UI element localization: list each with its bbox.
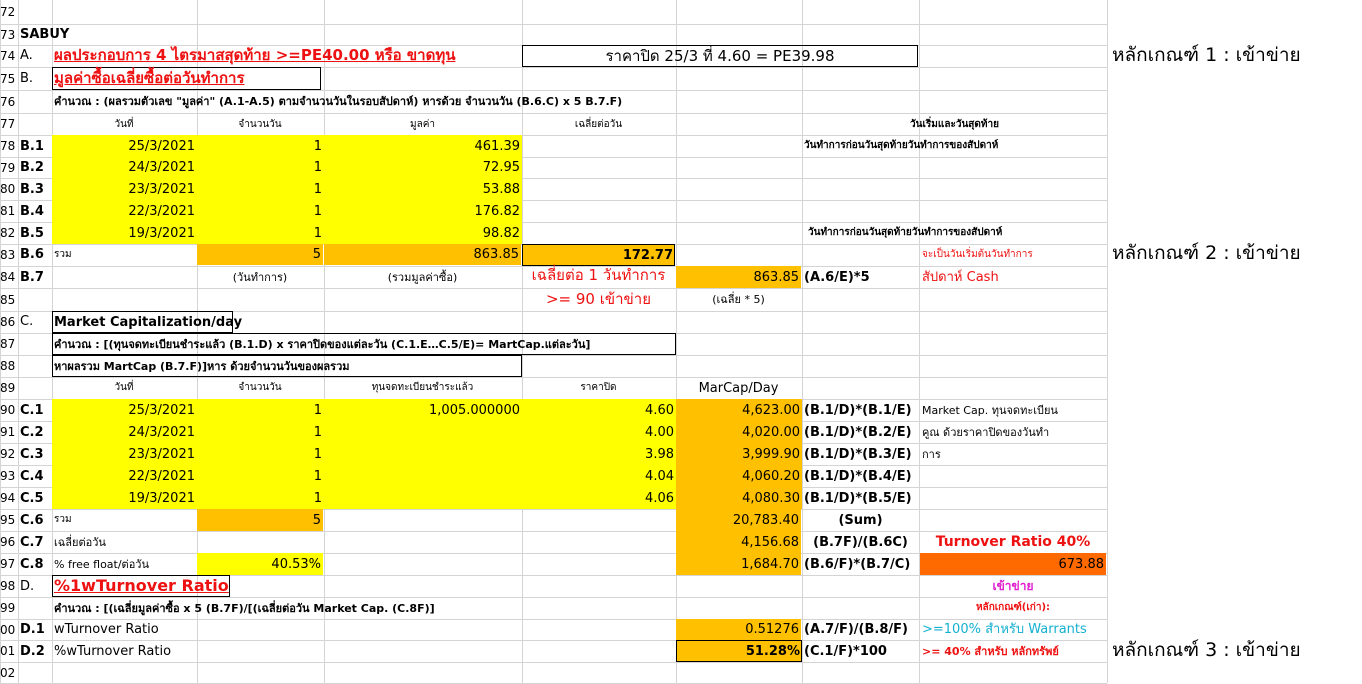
c6-days[interactable]: 5	[197, 509, 323, 531]
c7-note[interactable]: Turnover Ratio 40%	[935, 534, 1091, 550]
row-header[interactable]: 90	[0, 403, 16, 417]
c-row-formula[interactable]: (B.1/D)*(B.5/E)	[804, 490, 912, 506]
section-b-calc-note[interactable]: คำนวณ : (ผลรวมตัวเลข "มูลค่า" (A.1-A.5) ตามจำนวนวันในรอบสัปดาห์) หารด้วย จำนวนวัน (B.6.C) x 5 B.7.F)	[54, 94, 623, 108]
section-b-heading[interactable]: มูลค่าซื้อเฉลี่ยซื้อต่อวันทำการ	[54, 69, 245, 87]
c-row-formula[interactable]: (B.1/D)*(B.4/E)	[804, 468, 912, 484]
row-header[interactable]: 72	[0, 5, 16, 19]
c8-value[interactable]: 673.88	[920, 553, 1106, 575]
b-row-date[interactable]: 24/3/2021	[52, 157, 197, 178]
row-header[interactable]: 02	[0, 665, 16, 680]
b-row-label[interactable]: B.4	[20, 203, 44, 219]
b-row-label[interactable]: B.1	[20, 138, 44, 154]
b-row-days[interactable]: 1	[197, 157, 324, 178]
c-header-capital[interactable]: ทุนจดทะเบียนชำระแล้ว	[371, 382, 474, 393]
c6-formula[interactable]: (Sum)	[838, 512, 883, 528]
row-header[interactable]: 86	[0, 315, 16, 329]
row-header[interactable]: 81	[0, 204, 16, 218]
d2-note[interactable]: >= 40% สำหรับ หลักทรัพย์	[922, 644, 1059, 658]
c-row-mcap[interactable]: 4,623.00	[676, 399, 802, 421]
row-header[interactable]: 89	[0, 381, 16, 395]
section-c-heading[interactable]: Market Capitalization/day	[54, 314, 243, 330]
c-row-days[interactable]: 1	[197, 421, 324, 443]
b6-note[interactable]: จะเป็นวันเริ่มต้นวันทำการ	[922, 248, 1033, 260]
b7-formula[interactable]: (A.6/E)*5	[804, 269, 870, 285]
c-row-note[interactable]: คูณ ด้วยราคาปิดของวันทำ	[922, 425, 1050, 439]
c-row-close[interactable]: 3.98	[522, 443, 676, 465]
b-header-value[interactable]: มูลค่า	[409, 118, 436, 130]
c8-mcap[interactable]: 1,684.70	[676, 553, 801, 575]
section-d-label[interactable]: D.	[20, 578, 35, 594]
c8-text[interactable]: % free float/ต่อวัน	[54, 557, 149, 571]
b-header-range[interactable]: วันเริ่มและวันสุดท้าย	[910, 118, 999, 130]
c-row-close[interactable]: 4.04	[522, 465, 676, 487]
c-row-days[interactable]: 1	[197, 399, 324, 421]
row-header[interactable]: 78	[0, 139, 16, 153]
b-row-label[interactable]: B.3	[20, 181, 44, 197]
b6-label[interactable]: B.6	[20, 247, 44, 262]
row-header[interactable]: 73	[0, 27, 16, 42]
b-row-days[interactable]: 1	[197, 135, 324, 157]
b-header-date[interactable]: วันที่	[114, 118, 134, 130]
row-header[interactable]: 94	[0, 491, 16, 505]
d2-label[interactable]: D.2	[20, 643, 45, 659]
grid-column-line	[802, 0, 803, 683]
row-header[interactable]: 96	[0, 535, 16, 549]
b-row-value[interactable]: 53.88	[324, 178, 522, 200]
c7-formula[interactable]: (B.7F)/(B.6C)	[813, 534, 908, 550]
b-row-date[interactable]: 23/3/2021	[52, 178, 197, 200]
c-row-date[interactable]: 22/3/2021	[52, 465, 197, 487]
c-row-mcap[interactable]: 4,080.30	[676, 487, 802, 509]
c-row-label[interactable]: C.3	[20, 446, 44, 462]
d1-text[interactable]: wTurnover Ratio	[54, 622, 159, 637]
c8-label[interactable]: C.8	[20, 556, 44, 572]
c-row-date[interactable]: 25/3/2021	[52, 399, 197, 421]
b-row-date[interactable]: 25/3/2021	[52, 135, 197, 157]
row-header[interactable]: 76	[0, 94, 16, 109]
d-calc-note[interactable]: คำนวณ : [(เฉลี่ยมูลค่าซื้อ x 5 (B.7F)/[(เฉลี่ยต่อวัน Market Cap. (C.8F)]	[54, 601, 435, 615]
row-header[interactable]: 93	[0, 469, 16, 483]
b7-note[interactable]: สัปดาห์ Cash	[922, 269, 999, 285]
b-row-days[interactable]: 1	[197, 222, 324, 244]
d1-formula[interactable]: (A.7/F)/(B.8/F)	[804, 622, 908, 637]
c-calc-note1[interactable]: คำนวณ : [(ทุนจดทะเบียนชำระแล้ว (B.1.D) x ราคาปิดของแต่ละวัน (C.1.E…C.5/E)= MartCap.แต่ละวัน]	[54, 337, 591, 351]
c-header-close[interactable]: ราคาปิด	[580, 382, 617, 393]
criterion-1: หลักเกณฑ์ 1 : เข้าข่าย	[1112, 44, 1301, 66]
c-row-capital[interactable]	[324, 465, 522, 487]
row-header[interactable]: 85	[0, 292, 16, 307]
row-header[interactable]: 87	[0, 337, 16, 351]
c-row-mcap[interactable]: 4,060.20	[676, 465, 802, 487]
criterion-3: หลักเกณฑ์ 3 : เข้าข่าย	[1112, 639, 1301, 661]
b-row-label[interactable]: B.5	[20, 225, 44, 241]
c-row-capital[interactable]	[324, 421, 522, 443]
c6-mcap[interactable]: 20,783.40	[676, 509, 801, 531]
c-header-mcap[interactable]: MarCap/Day	[698, 380, 779, 396]
d2-value[interactable]: 51.28%	[745, 643, 800, 659]
c-row-date[interactable]: 23/3/2021	[52, 443, 197, 465]
c7-mcap[interactable]: 4,156.68	[676, 531, 801, 553]
b-row-days[interactable]: 1	[197, 178, 324, 200]
grid-row-line	[0, 662, 1107, 663]
c-row-formula[interactable]: (B.1/D)*(B.3/E)	[804, 446, 912, 462]
c-row-close[interactable]: 4.00	[522, 421, 676, 443]
c-row-date[interactable]: 24/3/2021	[52, 421, 197, 443]
criterion-2: หลักเกณฑ์ 2 : เข้าข่าย	[1112, 242, 1301, 264]
b-row-value[interactable]: 72.95	[324, 157, 522, 178]
price-note[interactable]: ราคาปิด 25/3 ที่ 4.60 = PE39.98	[605, 46, 835, 65]
c-row-close[interactable]: 4.06	[522, 487, 676, 509]
section-b-label[interactable]: B.	[20, 70, 34, 86]
d-old-criteria[interactable]: หลักเกณฑ์(เก่า):	[975, 602, 1051, 613]
row-header[interactable]: 84	[0, 270, 16, 284]
b-row-days[interactable]: 1	[197, 200, 324, 222]
c8-formula[interactable]: (B.6/F)*(B.7/C)	[804, 556, 911, 572]
b7-days-note[interactable]: (วันทำการ)	[232, 270, 288, 284]
section-c-label[interactable]: C.	[20, 314, 34, 329]
c-row-days[interactable]: 1	[197, 443, 324, 465]
b-header-avg[interactable]: เฉลี่ยต่อวัน	[574, 118, 623, 130]
c-row-date[interactable]: 19/3/2021	[52, 487, 197, 509]
c-row-note[interactable]	[920, 465, 1106, 487]
b6-days[interactable]: 5	[197, 244, 323, 265]
c7-text[interactable]: เฉลี่ยต่อวัน	[54, 535, 106, 549]
row-header[interactable]: 75	[0, 71, 16, 86]
row-header[interactable]: 99	[0, 601, 16, 615]
row-header[interactable]: 01	[0, 644, 16, 658]
c-row-mcap[interactable]: 3,999.90	[676, 443, 802, 465]
c-row-label[interactable]: C.2	[20, 424, 44, 440]
b-note-row5[interactable]: วันทำการก่อนวันสุดท้ายวันทำการของสัปดาห์	[808, 226, 1003, 238]
b-row-value[interactable]: 176.82	[324, 200, 522, 222]
c-header-days[interactable]: จำนวนวัน	[238, 382, 282, 393]
row-header[interactable]: 98	[0, 579, 16, 593]
row-header[interactable]: 83	[0, 248, 16, 262]
b7-avg-note1[interactable]: เฉลี่ยต่อ 1 วันทำการ	[531, 265, 666, 284]
c8-pct[interactable]: 40.53%	[197, 553, 323, 575]
row-header[interactable]: 91	[0, 425, 16, 439]
d2-text[interactable]: %wTurnover Ratio	[54, 643, 172, 659]
row-header[interactable]: 00	[0, 622, 16, 637]
c-row-days[interactable]: 1	[197, 487, 324, 509]
b7-avg-note2[interactable]: >= 90 เข้าข่าย	[545, 289, 652, 308]
row-header[interactable]: 80	[0, 182, 16, 196]
c-row-capital[interactable]: 1,005.000000	[324, 399, 522, 421]
b6-avg[interactable]: 172.77	[622, 247, 673, 263]
b6-text[interactable]: รวม	[54, 248, 72, 260]
section-d-heading[interactable]: %1wTurnover Ratio	[54, 576, 229, 595]
row-header[interactable]: 95	[0, 513, 16, 527]
c-row-formula[interactable]: (B.1/D)*(B.1/E)	[804, 402, 912, 418]
b7-x5-note[interactable]: (เฉลี่ย * 5)	[712, 292, 765, 306]
d1-note[interactable]: >=100% สำหรับ Warrants	[922, 622, 1087, 637]
d2-formula[interactable]: (C.1/F)*100	[804, 643, 887, 659]
c7-label[interactable]: C.7	[20, 534, 44, 550]
c-row-days[interactable]: 1	[197, 465, 324, 487]
row-header[interactable]: 79	[0, 160, 16, 175]
section-a-label[interactable]: A.	[20, 48, 33, 63]
c-row-note[interactable]: Market Cap. ทุนจดทะเบียน	[922, 403, 1058, 417]
d-in-scope[interactable]: เข้าข่าย	[992, 579, 1034, 593]
b-row-label[interactable]: B.2	[20, 160, 44, 175]
row-header[interactable]: 92	[0, 447, 16, 461]
d1-value[interactable]: 0.51276	[676, 619, 801, 640]
row-header[interactable]: 77	[0, 117, 16, 131]
c-row-label[interactable]: C.1	[20, 402, 44, 418]
b-note-row1[interactable]: วันทำการก่อนวันสุดท้ายวันทำการของสัปดาห์	[804, 139, 999, 151]
c-row-note[interactable]	[920, 487, 1106, 509]
grid-column-line	[1107, 0, 1108, 683]
c-row-label[interactable]: C.5	[20, 490, 44, 506]
b-header-days[interactable]: จำนวนวัน	[238, 118, 282, 130]
c-row-label[interactable]: C.4	[20, 468, 44, 484]
c-header-date[interactable]: วันที่	[114, 382, 134, 393]
row-header[interactable]: 74	[0, 49, 16, 63]
c-row-close[interactable]: 4.60	[522, 399, 676, 421]
row-header[interactable]: 97	[0, 557, 16, 571]
b-row-value[interactable]: 98.82	[324, 222, 522, 244]
c-row-formula[interactable]: (B.1/D)*(B.2/E)	[804, 424, 912, 440]
section-a-heading[interactable]: ผลประกอบการ 4 ไตรมาสสุดท้าย >=PE40.00 หรือ ขาดทุน	[54, 46, 456, 64]
sheet-title[interactable]: SABUY	[20, 26, 70, 42]
b6-value[interactable]: 863.85	[324, 244, 521, 265]
grid-row-line	[0, 24, 1107, 25]
b-row-value[interactable]: 461.39	[324, 135, 522, 157]
c-row-capital[interactable]	[324, 487, 522, 509]
b7-label[interactable]: B.7	[20, 269, 44, 285]
b-row-date[interactable]: 19/3/2021	[52, 222, 197, 244]
row-header[interactable]: 82	[0, 226, 16, 240]
c-row-note[interactable]: การ	[922, 447, 941, 461]
c-calc-note2[interactable]: หาผลรวม MartCap (B.7.F)]หาร ด้วยจำนวนวันของผลรวม	[54, 359, 350, 373]
c6-label[interactable]: C.6	[20, 512, 44, 528]
c-row-capital[interactable]	[324, 443, 522, 465]
d1-label[interactable]: D.1	[20, 622, 45, 637]
b7-value-note[interactable]: (รวมมูลค่าซื้อ)	[387, 270, 458, 284]
b-row-date[interactable]: 22/3/2021	[52, 200, 197, 222]
c-row-mcap[interactable]: 4,020.00	[676, 421, 802, 443]
b7-x5[interactable]: 863.85	[676, 266, 801, 288]
row-header[interactable]: 88	[0, 359, 16, 373]
c6-text[interactable]: รวม	[54, 514, 72, 525]
